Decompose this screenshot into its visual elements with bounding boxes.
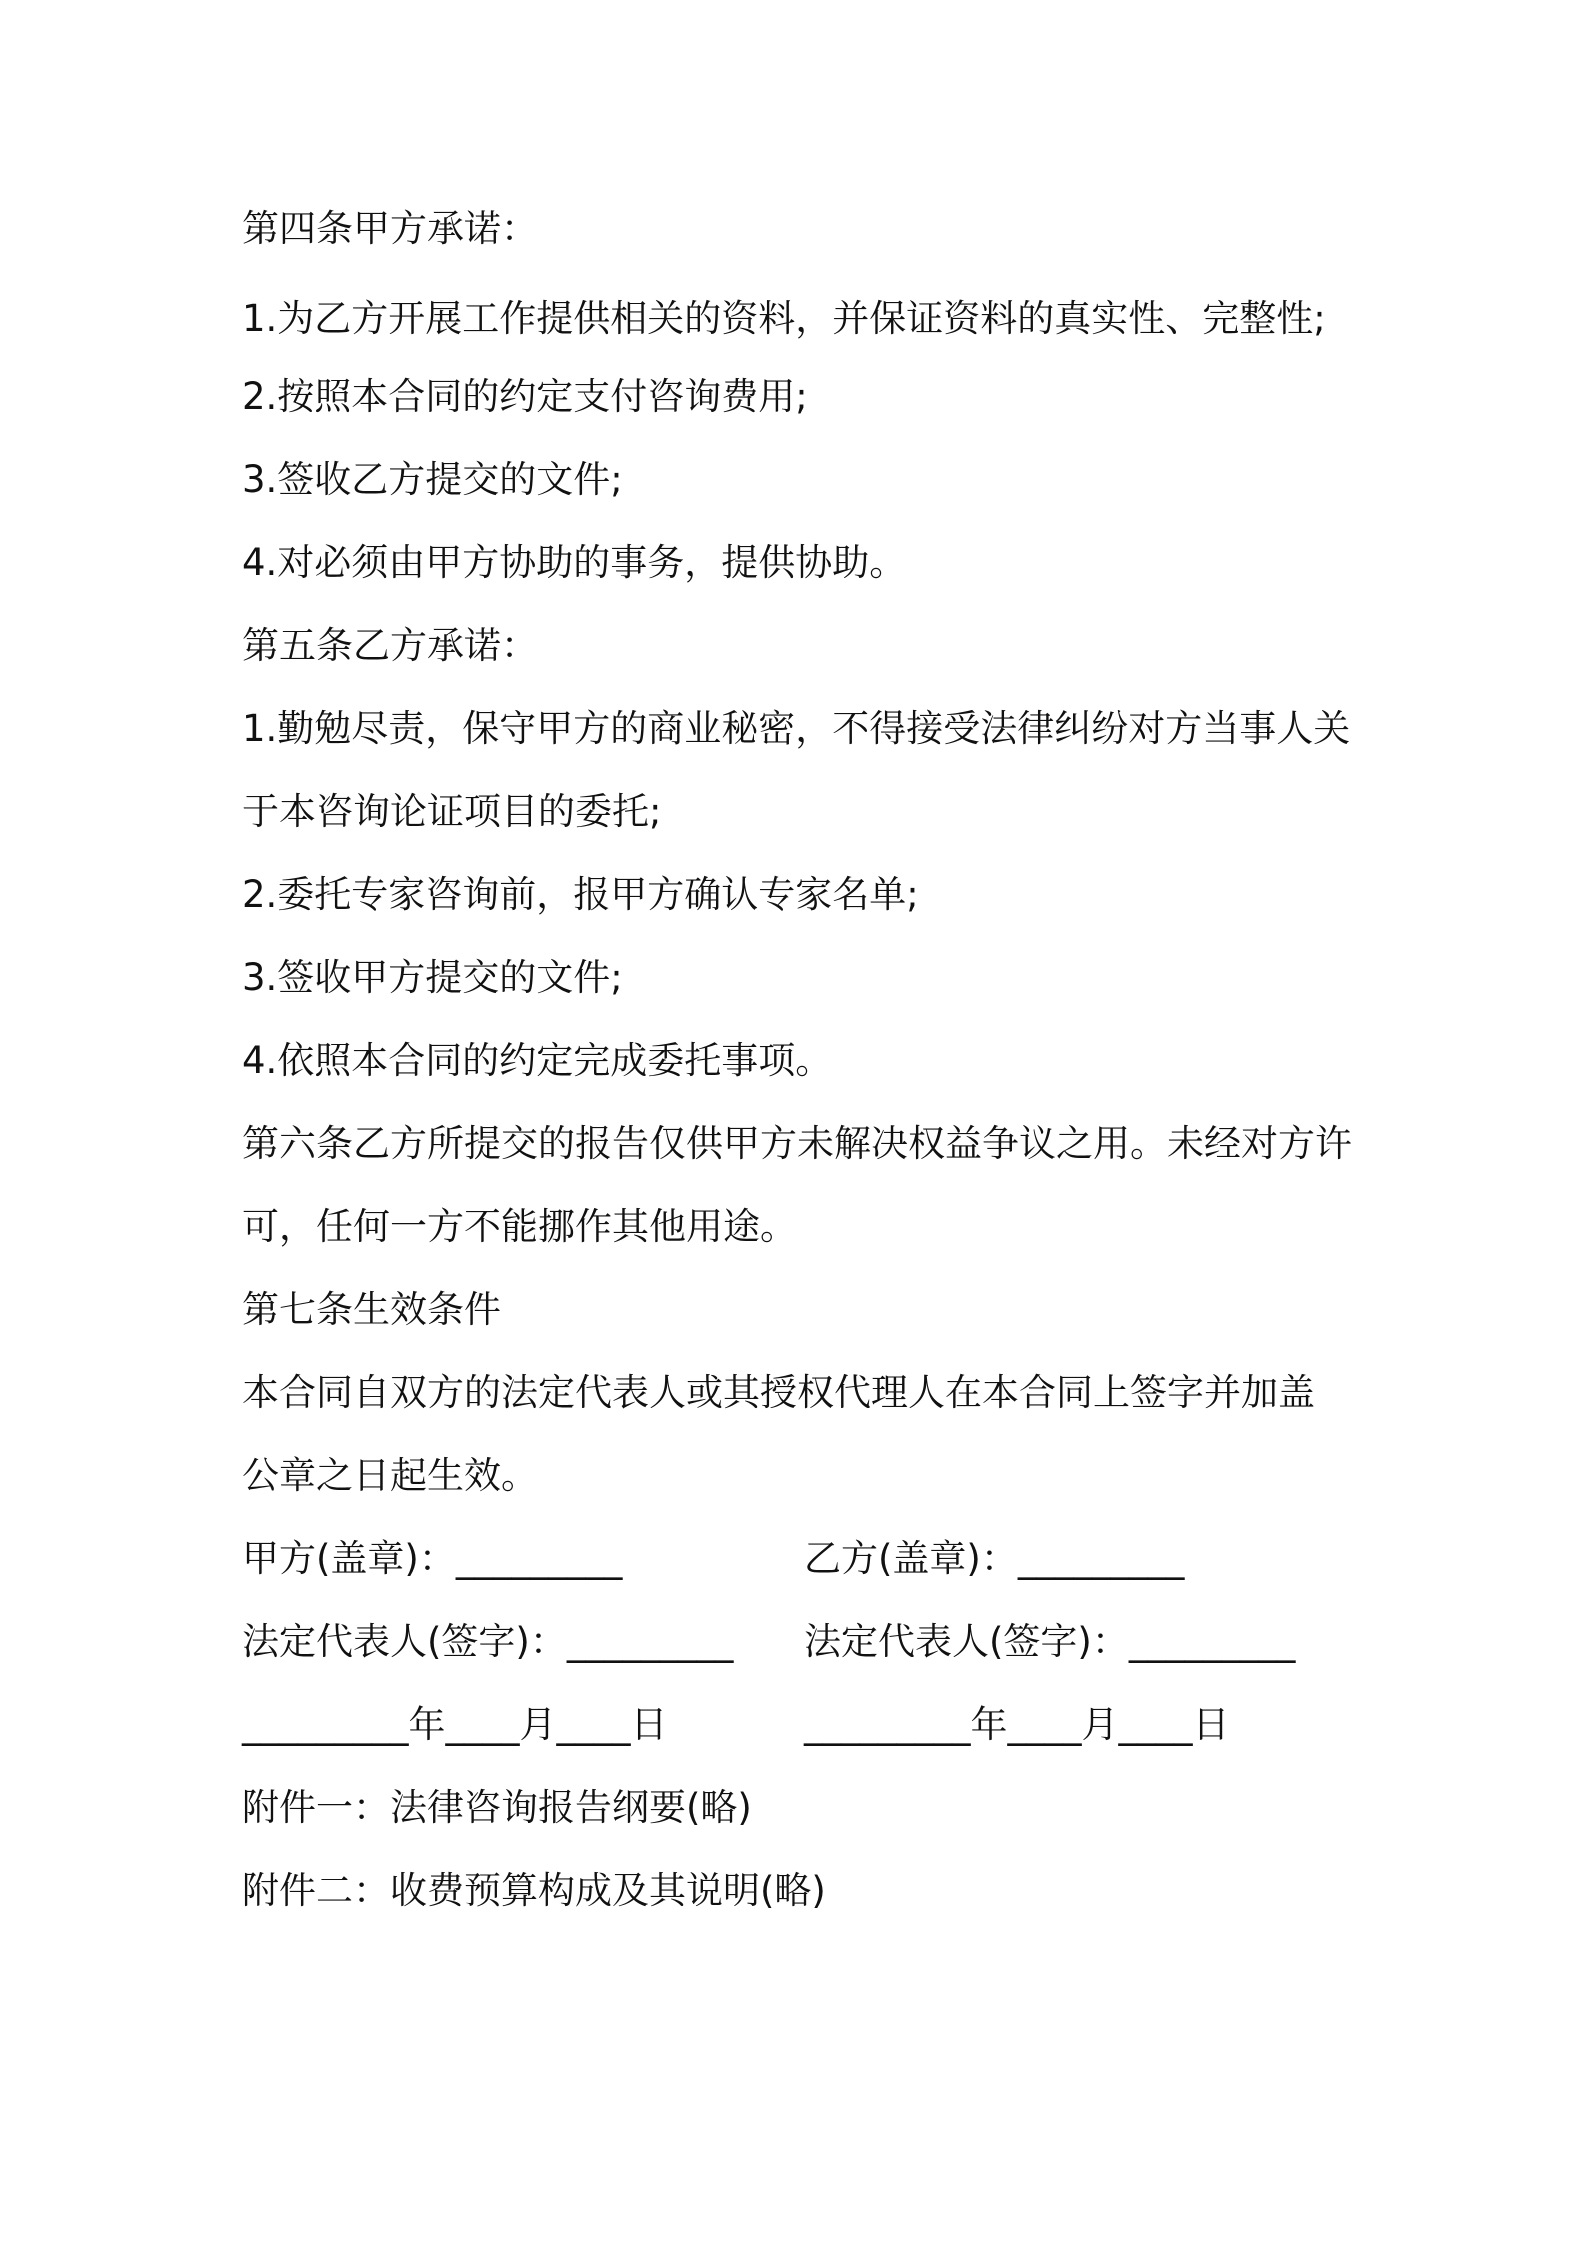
article6-line-2: 可，任何一方不能挪作其他用途。 — [242, 1205, 797, 1248]
article7-title: 第七条生效条件 — [242, 1288, 501, 1331]
party-b-seal: 乙方(盖章)：_________ — [804, 1537, 1185, 1580]
article4-item-4: 4.对必须由甲方协助的事务，提供协助。 — [242, 541, 907, 584]
party-a-representative: 法定代表人(签字)：_________ — [242, 1620, 734, 1663]
party-b-representative: 法定代表人(签字)：_________ — [804, 1620, 1296, 1663]
article5-item-1a: 1.勤勉尽责，保守甲方的商业秘密，不得接受法律纠纷对方当事人关 — [242, 707, 1351, 750]
party-a-seal: 甲方(盖章)：_________ — [242, 1537, 623, 1580]
party-b-date: _________年____月____日 — [804, 1703, 1230, 1746]
article5-item-3: 3.签收甲方提交的文件; — [242, 956, 623, 999]
article6-line-1: 第六条乙方所提交的报告仅供甲方未解决权益争议之用。未经对方许 — [242, 1122, 1352, 1165]
article4-item-1: 1.为乙方开展工作提供相关的资料，并保证资料的真实性、完整性; — [242, 297, 1326, 340]
document-page — [242, 0, 1362, 2244]
article4-item-3: 3.签收乙方提交的文件; — [242, 458, 623, 501]
attachment-2: 附件二：收费预算构成及其说明(略) — [242, 1869, 826, 1912]
article7-line-2: 公章之日起生效。 — [242, 1454, 538, 1497]
party-a-date: _________年____月____日 — [242, 1703, 668, 1746]
attachment-1: 附件一：法律咨询报告纲要(略) — [242, 1786, 752, 1829]
article5-item-2: 2.委托专家咨询前，报甲方确认专家名单; — [242, 873, 919, 916]
article7-line-1: 本合同自双方的法定代表人或其授权代理人在本合同上签字并加盖 — [242, 1371, 1315, 1414]
article5-item-4: 4.依照本合同的约定完成委托事项。 — [242, 1039, 833, 1082]
article4-title: 第四条甲方承诺： — [242, 207, 538, 250]
article5-title: 第五条乙方承诺： — [242, 624, 538, 667]
article4-item-2: 2.按照本合同的约定支付咨询费用; — [242, 375, 808, 418]
article5-item-1b: 于本咨询论证项目的委托; — [242, 790, 662, 833]
